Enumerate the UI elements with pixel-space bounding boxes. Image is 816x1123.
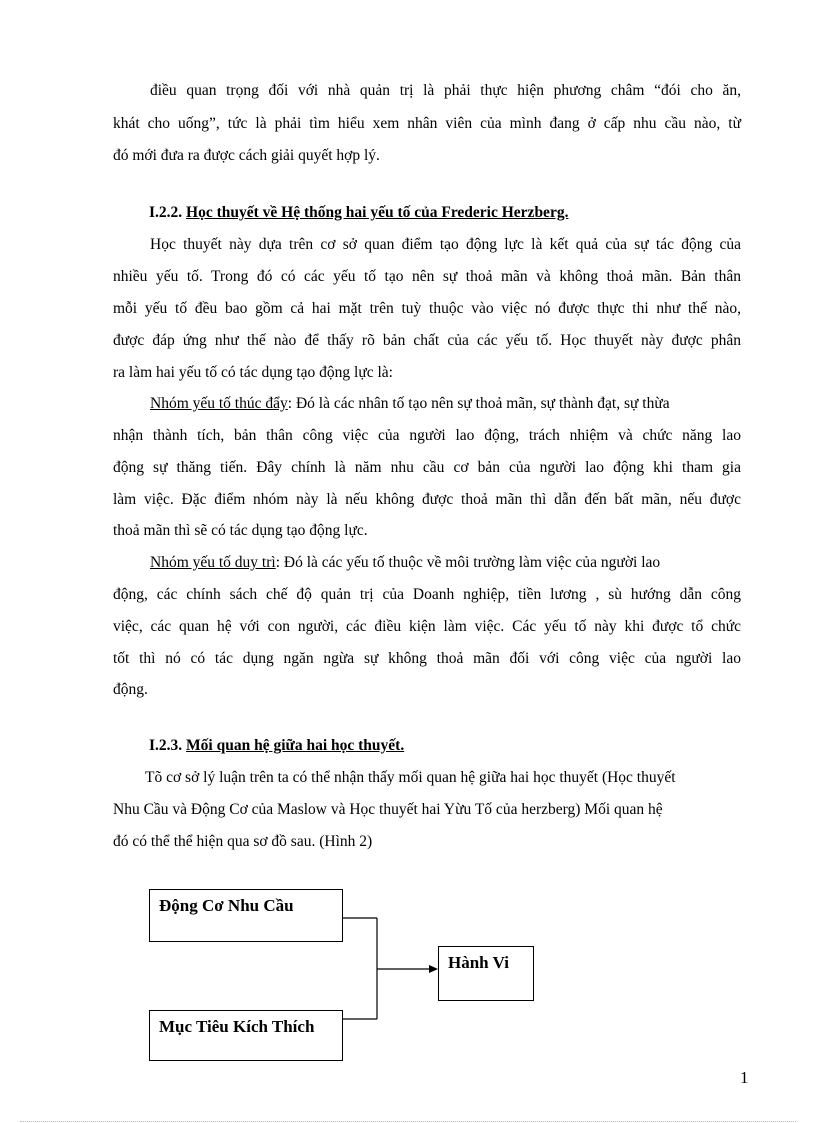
section-title: Học thuyết về Hệ thống hai yếu tố của Frederic Herzberg. [186,204,569,221]
body-text-line: khát cho uống”, tức là phải tìm hiểu xem nhân viên của mình đang ở cấp nhu cầu nào, từ [113,115,741,132]
hygiene-label: Nhóm yếu tố duy trì [150,554,276,571]
body-text-line: đó có thể thể hiện qua sơ đồ sau. (Hình 2) [113,833,373,850]
body-text-line: đó mới đưa ra được cách giải quyết hợp lý. [113,147,380,164]
section-number: I.2.2. [149,204,183,221]
body-text-line: động, các chính sách chế độ quản trị của Doanh nghiệp, tiền lương , sù hướng dẫn công [113,586,741,603]
box-muc-tieu-kich-thich: Mục Tiêu Kích Thích [149,1010,343,1061]
body-text-line: mỗi yếu tố đều bao gồm cả hai mặt trên tuỳ thuộc vào việc nó được thực thi như thế nào, [113,300,741,317]
motivator-label: Nhóm yếu tố thúc đẩy [150,395,288,412]
body-text-line: làm việc. Đặc điểm nhóm này là nếu không được thoả mãn thì dẫn đến bất mãn, nếu được [113,491,741,508]
body-text-line: Học thuyết này dựa trên cơ sở quan điểm tạo động lực là kết quả của sự tác động của [150,236,741,253]
body-text-line: tốt thì nó có tác dụng ngăn ngừa sự không thoả mãn đối với công việc của người lao [113,650,741,667]
body-text-line: điều quan trọng đối với nhà quản trị là phải thực hiện phương châm “đói cho ăn, [150,82,741,99]
body-text-line: động sự thăng tiến. Đây chính là năm nhu cầu cơ bản của người lao động khi tham gia [113,459,741,476]
body-text-line: được đáp ứng như thế nào để thấy rõ bản chất của các yếu tố. Học thuyết này được phân [113,332,741,349]
page-number: 1 [740,1068,749,1087]
box-dong-co-nhu-cau: Động Cơ Nhu Cầu [149,889,343,942]
section-title: Mối quan hệ giữa hai học thuyết. [186,737,405,754]
arrowhead [429,965,438,973]
hygiene-text: : Đó là các yếu tố thuộc về môi trường làm việc của người lao [275,554,661,571]
page-bottom-rule [20,1121,796,1122]
body-text-line: thoả mãn thì sẽ có tác dụng tạo động lực. [113,522,368,539]
body-text-line: nhiều yếu tố. Trong đó có các yếu tố tạo nên sự thoả mãn và không thoả mãn. Bản thân [113,268,741,285]
section-number: I.2.3. [149,737,183,754]
body-text-line: ra làm hai yếu tố có tác dụng tạo động lực là: [113,364,393,381]
body-text-line: Tõ cơ sở lý luận trên ta có thể nhận thấy mối quan hệ giữa hai học thuyết (Học thuyết [145,769,676,786]
body-text-line: Nhu Cầu và Động Cơ của Maslow và Học thuyết hai Yừu Tố của herzberg) Mối quan hệ [113,801,663,818]
body-text-line: nhận thành tích, bản thân công việc của người lao động, trách nhiệm và chức năng lao [113,427,741,444]
body-text-line: việc, các quan hệ với con người, các điều kiện làm việc. Các yếu tố này khi được tổ chức [113,618,741,635]
motivator-text: : Đó là các nhân tố tạo nên sự thoả mãn, sự thành đạt, sự thừa [287,395,670,412]
body-text-line: động. [113,681,148,698]
box-hanh-vi: Hành Vi [438,946,534,1001]
